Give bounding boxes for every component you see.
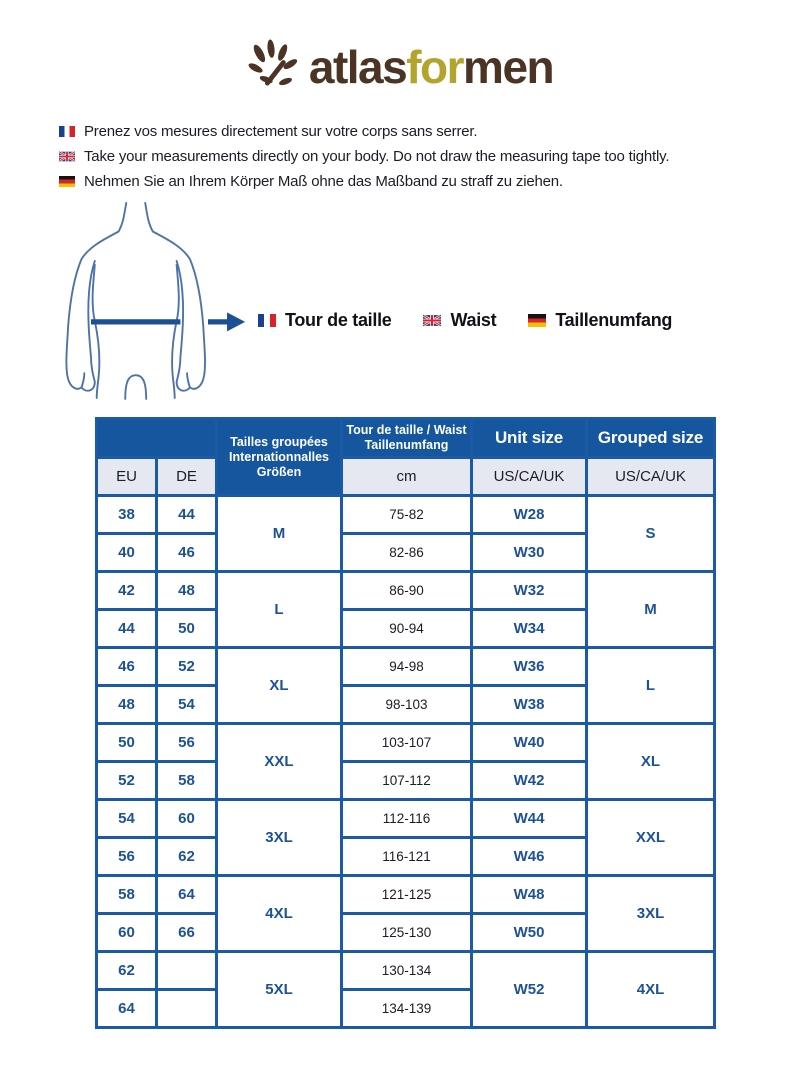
eu-size-cell: 54 bbox=[97, 800, 157, 838]
grouped-size-subheader: US/CA/UK bbox=[587, 458, 715, 496]
intl-size-cell: L bbox=[217, 572, 342, 648]
cm-range-cell: 94-98 bbox=[342, 648, 472, 686]
uk-flag-icon bbox=[423, 314, 441, 327]
de-size-cell: 56 bbox=[157, 724, 217, 762]
eu-size-cell: 44 bbox=[97, 610, 157, 648]
de-size-cell: 52 bbox=[157, 648, 217, 686]
cm-range-cell: 134-139 bbox=[342, 990, 472, 1028]
eu-size-cell: 48 bbox=[97, 686, 157, 724]
eu-size-cell: 50 bbox=[97, 724, 157, 762]
cm-range-cell: 112-116 bbox=[342, 800, 472, 838]
unit-size-cell: W34 bbox=[472, 610, 587, 648]
cm-range-cell: 107-112 bbox=[342, 762, 472, 800]
cm-range-cell: 130-134 bbox=[342, 952, 472, 990]
leaf-sprig-icon bbox=[247, 38, 305, 96]
french-flag-icon bbox=[258, 314, 276, 327]
cm-unit-header: cm bbox=[342, 458, 472, 496]
instruction-english-text: Take your measurements directly on your body. Do not draw the measuring tape too tightly. bbox=[84, 148, 670, 165]
body-silhouette-diagram bbox=[52, 200, 247, 400]
cm-range-cell: 86-90 bbox=[342, 572, 472, 610]
eu-size-cell: 62 bbox=[97, 952, 157, 990]
de-size-cell: 64 bbox=[157, 876, 217, 914]
waist-label-row bbox=[258, 310, 704, 331]
waist-column-header bbox=[342, 419, 472, 458]
unit-size-cell: W32 bbox=[472, 572, 587, 610]
table-row bbox=[97, 572, 715, 610]
table-row bbox=[97, 800, 715, 838]
eu-size-cell: 64 bbox=[97, 990, 157, 1028]
grouped-size-cell: XL bbox=[587, 724, 715, 800]
grouped-size-cell: S bbox=[587, 496, 715, 572]
grouped-size-cell: L bbox=[587, 648, 715, 724]
cm-range-cell: 75-82 bbox=[342, 496, 472, 534]
de-column-header: DE bbox=[157, 458, 217, 496]
de-size-cell bbox=[157, 952, 217, 990]
eu-size-cell: 38 bbox=[97, 496, 157, 534]
brand-atlas: atlas bbox=[308, 41, 407, 93]
cm-range-cell: 125-130 bbox=[342, 914, 472, 952]
instruction-english bbox=[59, 147, 669, 166]
unit-size-subheader: US/CA/UK bbox=[472, 458, 587, 496]
cm-range-cell: 121-125 bbox=[342, 876, 472, 914]
unit-size-cell: W46 bbox=[472, 838, 587, 876]
french-flag-icon bbox=[59, 126, 75, 137]
table-row bbox=[97, 952, 715, 990]
waist-label-german-text: Taillenumfang bbox=[555, 310, 673, 330]
grouped-size-cell: M bbox=[587, 572, 715, 648]
intl-size-cell: XL bbox=[217, 648, 342, 724]
unit-size-cell: W36 bbox=[472, 648, 587, 686]
header-spacer-cell bbox=[97, 419, 217, 458]
table-row bbox=[97, 496, 715, 534]
table-row bbox=[97, 648, 715, 686]
eu-size-cell: 56 bbox=[97, 838, 157, 876]
unit-size-cell: W44 bbox=[472, 800, 587, 838]
brand-wordmark bbox=[308, 41, 554, 93]
size-chart-table bbox=[95, 417, 716, 1029]
cm-range-cell: 98-103 bbox=[342, 686, 472, 724]
table-row bbox=[97, 724, 715, 762]
german-flag-icon bbox=[59, 176, 75, 187]
de-size-cell: 62 bbox=[157, 838, 217, 876]
de-size-cell: 54 bbox=[157, 686, 217, 724]
waist-column-header-line1: Tour de taille / Waist bbox=[346, 423, 467, 437]
instruction-german bbox=[59, 172, 669, 191]
eu-size-cell: 52 bbox=[97, 762, 157, 800]
german-flag-icon bbox=[528, 314, 546, 327]
cm-range-cell: 82-86 bbox=[342, 534, 472, 572]
de-size-cell: 48 bbox=[157, 572, 217, 610]
de-size-cell: 44 bbox=[157, 496, 217, 534]
intl-sizes-header-line3: Größen bbox=[256, 464, 302, 479]
waist-label-english bbox=[423, 310, 496, 331]
de-size-cell: 46 bbox=[157, 534, 217, 572]
cm-range-cell: 103-107 bbox=[342, 724, 472, 762]
eu-size-cell: 42 bbox=[97, 572, 157, 610]
de-size-cell: 60 bbox=[157, 800, 217, 838]
measuring-instructions bbox=[59, 122, 669, 191]
unit-size-cell: W40 bbox=[472, 724, 587, 762]
cm-range-cell: 116-121 bbox=[342, 838, 472, 876]
unit-size-cell: W42 bbox=[472, 762, 587, 800]
waist-label-french bbox=[258, 310, 391, 331]
intl-sizes-header-line1: Tailles groupées bbox=[230, 434, 328, 449]
eu-size-cell: 58 bbox=[97, 876, 157, 914]
uk-flag-icon bbox=[59, 151, 75, 162]
intl-size-cell: XXL bbox=[217, 724, 342, 800]
instruction-french-text: Prenez vos mesures directement sur votre corps sans serrer. bbox=[84, 123, 478, 140]
unit-size-cell: W30 bbox=[472, 534, 587, 572]
brand-logo bbox=[247, 38, 553, 96]
grouped-size-cell: 4XL bbox=[587, 952, 715, 1028]
table-row bbox=[97, 876, 715, 914]
grouped-size-header: Grouped size bbox=[587, 419, 715, 458]
intl-size-cell: 4XL bbox=[217, 876, 342, 952]
waist-label-german bbox=[528, 310, 672, 331]
instruction-french bbox=[59, 122, 669, 141]
eu-size-cell: 46 bbox=[97, 648, 157, 686]
grouped-size-cell: 3XL bbox=[587, 876, 715, 952]
waist-column-header-line2: Taillenumfang bbox=[364, 438, 449, 452]
grouped-size-cell: XXL bbox=[587, 800, 715, 876]
unit-size-cell: W28 bbox=[472, 496, 587, 534]
waist-label-french-text: Tour de taille bbox=[285, 310, 392, 330]
de-size-cell: 50 bbox=[157, 610, 217, 648]
unit-size-cell: W50 bbox=[472, 914, 587, 952]
eu-size-cell: 60 bbox=[97, 914, 157, 952]
unit-size-cell: W52 bbox=[472, 952, 587, 1028]
brand-for: for bbox=[406, 41, 464, 93]
unit-size-cell: W38 bbox=[472, 686, 587, 724]
de-size-cell: 58 bbox=[157, 762, 217, 800]
waist-measure-line bbox=[91, 312, 245, 331]
cm-range-cell: 90-94 bbox=[342, 610, 472, 648]
instruction-german-text: Nehmen Sie an Ihrem Körper Maß ohne das Maßband zu straff zu ziehen. bbox=[84, 173, 563, 190]
waist-label-english-text: Waist bbox=[450, 310, 497, 330]
intl-size-cell: 5XL bbox=[217, 952, 342, 1028]
unit-size-cell: W48 bbox=[472, 876, 587, 914]
intl-sizes-header-line2: Internationnalles bbox=[228, 449, 330, 464]
brand-men: men bbox=[463, 41, 554, 93]
intl-size-cell: M bbox=[217, 496, 342, 572]
de-size-cell: 66 bbox=[157, 914, 217, 952]
intl-sizes-header bbox=[217, 419, 342, 496]
intl-size-cell: 3XL bbox=[217, 800, 342, 876]
eu-size-cell: 40 bbox=[97, 534, 157, 572]
unit-size-header: Unit size bbox=[472, 419, 587, 458]
eu-column-header: EU bbox=[97, 458, 157, 496]
de-size-cell bbox=[157, 990, 217, 1028]
